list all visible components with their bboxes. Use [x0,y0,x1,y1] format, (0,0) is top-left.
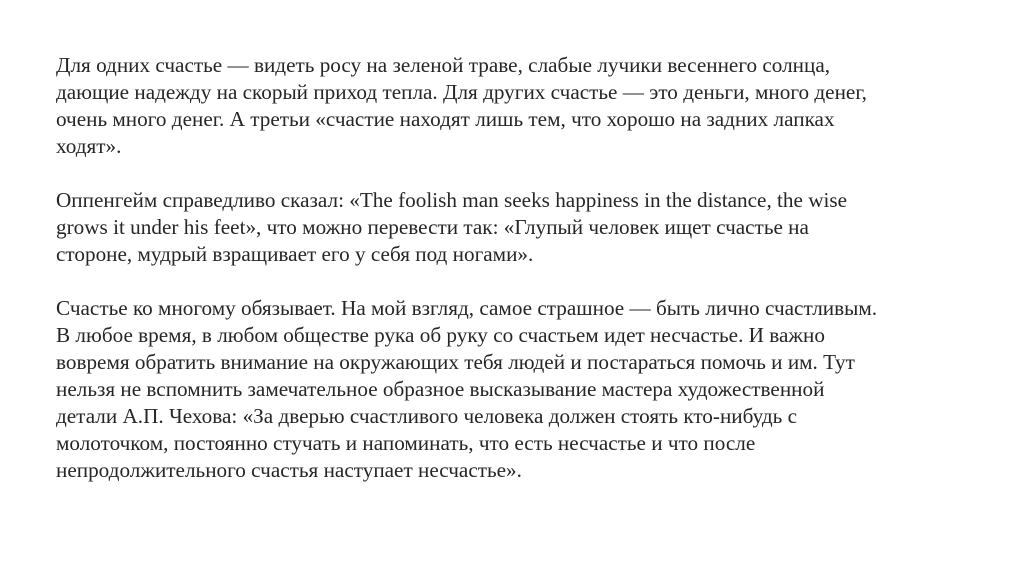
paragraph-oppenheim-quote [56,187,986,268]
text-line: grows it under his feet», что можно перевести так: «Глупый человек ищет счастье на [56,215,809,239]
text-line: Для одних счастье — видеть росу на зеленой траве, слабые лучики весеннего солнца, [56,53,831,77]
text-line: В любое время, в любом обществе рука об руку со счастьем идет несчастье. И важно [56,323,825,347]
text-line: дающие надежду на скорый приход тепла. Для других счастье — это деньги, много денег, [56,80,867,104]
text-line: нельзя не вспомнить замечательное образное высказывание мастера художественной [56,377,825,401]
text-line: стороне, мудрый взращивает его у себя под ногами». [56,242,534,266]
paragraph-chekhov-quote [56,295,986,484]
text-line: очень много денег. А третьи «счастие находят лишь тем, что хорошо на задних лапках [56,107,835,131]
text-line: Счастье ко многому обязывает. На мой взгляд, самое страшное — быть лично счастливым. [56,296,878,320]
text-line: молоточком, постоянно стучать и напоминать, что есть несчастье и что после [56,431,756,455]
text-line: ходят». [56,134,122,158]
text-line: непродолжительного счастья наступает несчастье». [56,458,522,482]
text-line: Оппенгейм справедливо сказал: «The foolish man seeks happiness in the distance, the wise [56,188,848,212]
text-line: детали А.П. Чехова: «За дверью счастливого человека должен стоять кто-нибудь с [56,404,798,428]
paragraph-happiness-types [56,52,986,160]
text-line: вовремя обратить внимание на окружающих тебя людей и постараться помочь и им. Тут [56,350,855,374]
text-body [56,52,986,511]
